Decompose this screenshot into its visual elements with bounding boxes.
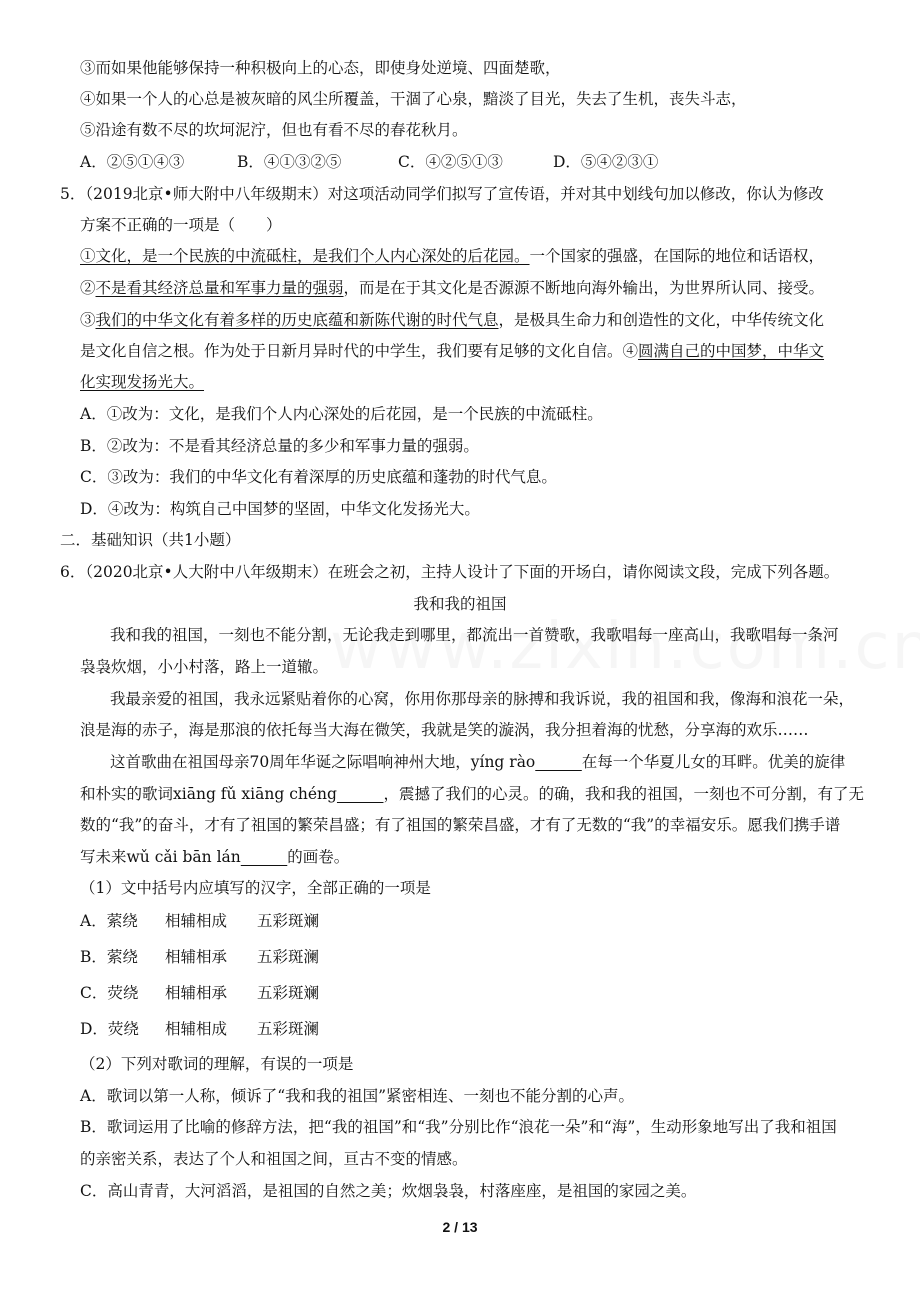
q6-par3-line-1 — [110, 752, 845, 772]
option-word: 五彩斑斓 — [257, 984, 320, 1002]
q5-marker-2: ② — [80, 279, 96, 297]
q4-line-4: ④如果一个人的心总是被灰暗的风尘所覆盖，干涸了心泉，黯淡了目光，失去了生机，丧失斗志， — [80, 90, 747, 108]
q6-par3-line-3: 数的“我”的奋斗，才有了祖国的繁荣昌盛；有了祖国的繁荣昌盛，才有了无数的“我”的幸福安乐。愿我们携手谱 — [80, 816, 841, 834]
q5-text-3: ，是极具生命力和创造性的文化，中华传统文化 — [498, 311, 825, 329]
option-word: 相辅相承 — [165, 948, 228, 966]
q5-passage-line-4 — [80, 341, 824, 361]
q6-par3-line-2 — [80, 784, 864, 804]
q4-option-b: B．④①③②⑤ — [237, 153, 342, 171]
q4-line-3: ③而如果他能够保持一种积极向上的心态，即使身处逆境、四面楚歌， — [80, 59, 561, 77]
q6-sub2-option-c: C．高山青青，大河滔滔，是祖国的自然之美；炊烟袅袅，村落座座，是祖国的家园之美。 — [80, 1182, 697, 1200]
q5-underlined-5: 化实现发扬光大。 — [80, 373, 205, 391]
page-number: 2 / 13 — [442, 1219, 478, 1235]
q6-sub1-option-b — [80, 947, 319, 967]
option-word: C．荧绕 — [80, 984, 139, 1002]
watermark — [330, 610, 920, 684]
q6-par2-line-1: 我最亲爱的祖国，我永远紧贴着你的心窝，你用你那母亲的脉搏和我诉说，我的祖国和我，像海和浪花一朵， — [110, 690, 855, 708]
pinyin-yingrao: yíng rào — [470, 753, 536, 771]
q6-sub1-option-a — [80, 911, 319, 931]
q4-option-d: D．⑤④②③① — [553, 153, 659, 171]
q4-line-5: ⑤沿途有数不尽的坎坷泥泞，但也有看不尽的春花秋月。 — [80, 121, 468, 139]
option-word: B．萦绕 — [80, 948, 138, 966]
q5-text-2: ，而是在于其文化是否源源不断地向海外输出，为世界所认同、接受。 — [343, 279, 825, 297]
q5-marker-3: ③ — [80, 311, 96, 329]
q5-passage-line-5 — [80, 372, 204, 392]
q4-option-a: A．②⑤①④③ — [80, 153, 185, 171]
q5-option-d: D．④改为：构筑自己中国梦的坚固，中华文化发扬光大。 — [80, 500, 480, 518]
q5-text-1: 一个国家的强盛，在国际的地位和话语权， — [529, 247, 825, 265]
q5-option-a: A．①改为：文化，是我们个人内心深处的后花园，是一个民族的中流砥柱。 — [80, 405, 603, 423]
q6-sub1-option-c — [80, 983, 319, 1003]
q6-text: 写未来 — [80, 848, 127, 866]
pinyin-xiangfuxiangcheng: xiāng fǔ xiāng chéng — [173, 785, 337, 803]
q6-text: 和朴实的歌词 — [80, 785, 174, 803]
q6-par1-line-1: 我和我的祖国，一刻也不能分割，无论我走到哪里，都流出一首赞歌，我歌唱每一座高山，我歌唱每一条河 — [110, 626, 839, 644]
q6-sub1-option-d — [80, 1019, 319, 1039]
q5-passage-line-1 — [80, 246, 824, 266]
option-word: A．萦绕 — [80, 912, 138, 930]
q5-passage-line-3 — [80, 310, 824, 330]
option-word: 相辅相成 — [165, 912, 228, 930]
q4-option-c: C．④②⑤①③ — [398, 153, 503, 171]
option-word: 相辅相成 — [165, 1020, 228, 1038]
q6-par2-line-2: 浪是海的赤子，海是那浪的依托每当大海在微笑，我就是笑的漩涡，我分担着海的忧愁，分享海的欢乐…… — [80, 721, 809, 739]
option-word: 五彩斑澜 — [257, 948, 320, 966]
q6-par1-line-2: 袅袅炊烟，小小村落，路上一道辙。 — [80, 658, 329, 676]
q5-underlined-2: 不是看其经济总量和军事力量的强弱 — [95, 279, 344, 297]
pinyin-wucaibanlan: wǔ cǎi bān lán — [126, 848, 241, 866]
q5-stem-line-1: 5．（2019北京•师大附中八年级期末）对这项活动同学们拟写了宣传语，并对其中划线句加以修改，你认为修改 — [60, 185, 824, 203]
q6-text: 这首歌曲在祖国母亲70周年华诞之际唱响神州大地， — [110, 753, 471, 771]
option-word: 五彩斑斓 — [257, 912, 320, 930]
q6-passage-title: 我和我的祖国 — [413, 595, 507, 613]
q5-option-b: B．②改为：不是看其经济总量的多少和军事力量的强弱。 — [80, 437, 479, 455]
q6-sub1-stem: （1）文中括号内应填写的汉字，全部正确的一项是 — [80, 879, 431, 897]
blank-3 — [241, 848, 288, 866]
q6-text: 的画卷。 — [287, 848, 350, 866]
blank-2 — [337, 785, 384, 803]
q5-underlined-3: 我们的中华文化有着多样的历史底蕴和新陈代谢的时代气息 — [95, 311, 499, 329]
q6-text: ，震撼了我们的心灵。的确，我和我的祖国，一刻也不可分割，有了无 — [383, 785, 864, 803]
section-heading: 二．基础知识（共1小题） — [60, 531, 241, 549]
q6-sub2-option-a: A．歌词以第一人称，倾诉了“我和我的祖国”紧密相连、一刻也不能分割的心声。 — [80, 1087, 635, 1105]
option-word: 五彩斑澜 — [257, 1020, 320, 1038]
q5-option-c: C．③改为：我们的中华文化有着深厚的历史底蕴和蓬勃的时代气息。 — [80, 468, 557, 486]
q6-stem: 6．（2020北京•人大附中八年级期末）在班会之初，主持人设计了下面的开场白，请你阅读文段，完成下列各题。 — [60, 563, 840, 581]
q5-text-4: 是文化自信之根。作为处于日新月异时代的中学生，我们要有足够的文化自信。④ — [80, 342, 639, 360]
q6-sub2-stem: （2）下列对歌词的理解，有误的一项是 — [80, 1055, 354, 1073]
q5-passage-line-2 — [80, 278, 824, 298]
blank-1 — [535, 753, 582, 771]
q5-stem-line-2: 方案不正确的一项是（ ） — [80, 216, 282, 234]
q5-underlined-1: ①文化，是一个民族的中流砥柱，是我们个人内心深处的后花园。 — [80, 247, 530, 265]
option-word: 相辅相承 — [165, 984, 228, 1002]
q5-underlined-4: 圆满自己的中国梦，中华文 — [638, 342, 825, 360]
q6-par3-line-4 — [80, 847, 349, 867]
q6-sub2-option-b-line-2: 的亲密关系，表达了个人和祖国之间，亘古不变的情感。 — [80, 1150, 468, 1168]
option-word: D．荧绕 — [80, 1020, 139, 1038]
q6-text: 在每一个华夏儿女的耳畔。优美的旋律 — [581, 753, 846, 771]
q6-sub2-option-b-line-1: B．歌词运用了比喻的修辞方法，把“我的祖国”和“我”分别比作“浪花一朵”和“海”，生动形象地写出了我和祖国 — [80, 1118, 837, 1136]
